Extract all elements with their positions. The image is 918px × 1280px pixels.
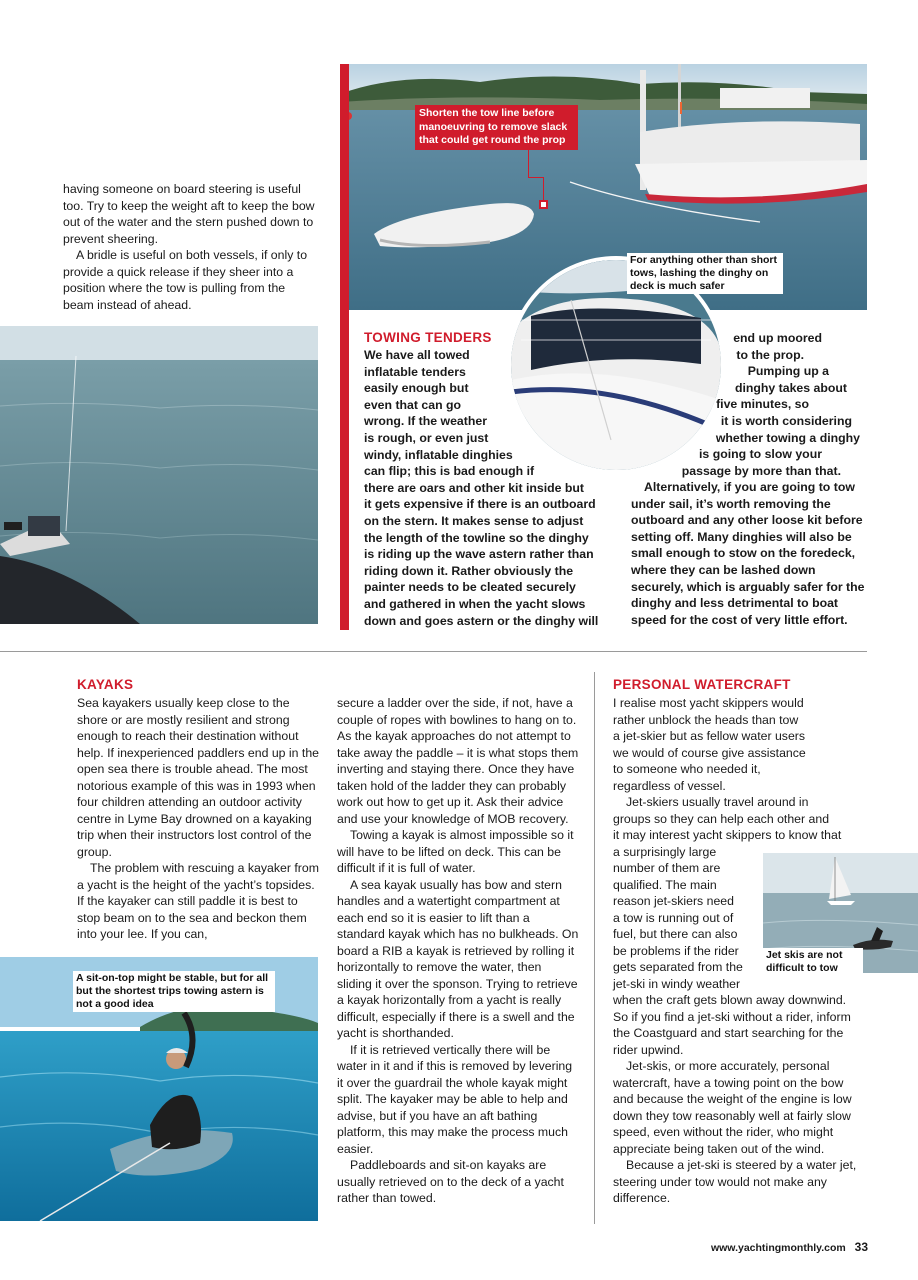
pwc-line: groups so they can help each other and — [613, 811, 830, 826]
kayaks-paragraph: A sea kayak usually has bow and stern handles and a watertight compartment at each end so it is easier to lift than a standard kayak which has no bulkheads. On board a RIB a kayak is retrieved by rolling it horizontally to remove the water, then sliding it over the sponson. Trying to retrieve a kayak horizontally from a yacht is really difficult, especially if there is a swell and the yacht is shorthanded. — [337, 877, 579, 1040]
tt-line: We have all towed — [364, 348, 470, 362]
pwc-paragraph: when the craft gets blown away downwind. So if you find a jet-ski without a rider, inform the Coastguard and start searching for the rider upwind. — [613, 993, 851, 1057]
pwc-paragraph: Because a jet-ski is steered by a water jet, steering under tow would not make any difference. — [613, 1158, 857, 1205]
tt-line: inflatable tenders — [364, 364, 466, 379]
heading-personal-watercraft: PERSONAL WATERCRAFT — [613, 677, 791, 692]
pwc-line: to someone who needed it, — [613, 762, 761, 776]
kayaks-paragraph: Paddleboards and sit-on kayaks are usually retrieved on to the deck of a yacht rather than towed. — [337, 1158, 564, 1205]
towing-tenders-right-wrap — [640, 330, 864, 479]
heading-kayaks: KAYAKS — [77, 677, 134, 692]
tt-line: the length of the towline so the dinghy — [364, 530, 589, 545]
kayaks-column-1 — [77, 695, 319, 943]
tt-line: it gets expensive if there is an outboard — [364, 497, 596, 512]
tt-right-line: five minutes, so — [716, 397, 809, 412]
tt-right-paragraph: Alternatively, if you are going to tow under sail, it’s worth removing the outboard and any other loose kit before setting off. Many dinghies will also be small enough to stow on the foredeck, where they can be lashed down securely, which is arguably safer for the dinghy and less detrimental to boat speed for the cost of very little effort. — [631, 480, 865, 627]
pwc-lower-text — [613, 992, 863, 1207]
tt-line: is riding up the wave astern rather than — [364, 547, 594, 562]
tt-line: wrong. If the weather — [364, 414, 487, 429]
tt-right-line: Pumping up a — [747, 364, 829, 379]
tt-right-line: dinghy takes about — [734, 380, 847, 395]
tt-right-line: it is worth considering — [720, 413, 852, 428]
caption-tow-line: Shorten the tow line before manoeuvring to remove slack that could get round the prop — [415, 105, 578, 150]
caption-pointer-line-2 — [528, 177, 544, 178]
tt-line: can flip; this is bad enough if — [364, 464, 535, 479]
tt-line: riding down it. Rather obviously the — [364, 563, 574, 578]
tt-line: and gathered in when the yacht slows — [364, 596, 586, 611]
kayaks-paragraph: If it is retrieved vertically there will be water in it and if this is removed by levering it over the guardrail the whole kayak might split. The kayaker may be able to help and advise, but if you have an aft bathing platform, this may make the process much easier. — [337, 1042, 573, 1156]
kayaks-paragraph: secure a ladder over the side, if not, have a couple of ropes with bowlines to hang on to. As the kayak approaches do not attempt to take away the paddle – it is what stops them inverting and staying there. Once they have taken hold of the ladder they can probably work out how to get up it. Ask their advice and use your knowledge of MOB recovery. — [337, 696, 579, 826]
kayaks-paragraph: Towing a kayak is almost impossible so it will have to be lifted on deck. This can be difficult if it is full of water. — [337, 828, 574, 875]
pwc-line: be problems if the rider — [613, 943, 739, 958]
kayaks-paragraph: Sea kayakers usually keep close to the shore or are mostly resilient and strong enough to reach their destination without help. If inexperienced paddlers end up in the open sea there is trouble ahead. The most notorious example of this was in 1993 when four children attending an outdoor activity centre in Lyme Bay drowned on a kayaking trip when their instructors lost control of the group. — [77, 696, 320, 859]
pwc-line: Jet-skiers usually travel around in — [626, 795, 809, 809]
tt-right-line: whether towing a dinghy — [715, 430, 860, 445]
caption-lashing: For anything other than short tows, lashing the dinghy on deck is much safer — [627, 253, 783, 294]
tt-line: painter needs to be cleated securely — [364, 580, 576, 595]
tt-line: easily enough but — [364, 381, 469, 396]
pwc-line: gets separated from the — [613, 960, 743, 974]
pwc-line: a surprisingly large — [613, 844, 717, 859]
intro-paragraph-2: A bridle is useful on both vessels, if only to provide a quick release if they sheer into a position where the tow is pulling from the beam instead of ahead. — [63, 248, 308, 312]
tt-right-line: is going to slow your — [699, 447, 822, 462]
open-sea-photo — [0, 326, 318, 624]
tt-line: down and goes astern or the dinghy will — [364, 613, 599, 628]
intro-text — [63, 181, 315, 313]
towing-tenders-left-column — [364, 347, 604, 629]
kayaks-column-2 — [337, 695, 579, 1207]
pwc-line: a tow is running out of — [613, 910, 734, 925]
pwc-line: a jet-skier but as fellow water users — [613, 729, 806, 743]
heading-towing-tenders: TOWING TENDERS — [364, 330, 492, 345]
pwc-line: reason jet-skiers need — [613, 894, 734, 908]
pwc-line: it may interest yacht skippers to know that — [613, 828, 842, 842]
caption-jet-skis: Jet skis are not difficult to tow — [763, 948, 863, 976]
pwc-line: regardless of vessel. — [613, 778, 726, 793]
tt-right-line: passage by more than that. — [681, 463, 841, 478]
pwc-line: fuel, but there can also — [613, 927, 738, 941]
column-divider — [594, 672, 595, 1224]
tt-line: on the stern. It makes sense to adjust — [364, 513, 584, 528]
pwc-line: qualified. The main — [613, 877, 717, 892]
caption-pointer-line-3 — [543, 177, 544, 201]
tt-right-line: to the prop. — [736, 347, 804, 362]
tt-line: even that can go — [364, 397, 462, 412]
towing-tenders-right-paragraph — [631, 479, 867, 628]
pwc-paragraph: Jet-skis, or more accurately, personal watercraft, have a towing point on the bow and because the weight of the engine is low down they tow reasonably well at fairly slow speed, even without the rider, who might appreciate being taken out of the wind. — [613, 1059, 852, 1156]
tt-line: is rough, or even just — [364, 430, 489, 445]
pwc-line: we would of course give assistance — [613, 745, 806, 760]
tt-line: there are oars and other kit inside but — [364, 480, 585, 495]
section-divider — [0, 651, 867, 652]
accent-bar — [340, 64, 349, 630]
footer — [690, 1240, 868, 1254]
pwc-line: rather unblock the heads than tow — [613, 712, 799, 727]
footer-url[interactable]: www.yachtingmonthly.com — [710, 1242, 846, 1254]
tt-right-line: end up moored — [733, 331, 822, 345]
pwc-line: jet-ski in windy weather — [613, 976, 741, 991]
caption-sit-on-top: A sit-on-top might be stable, but for all but the shortest trips towing astern is not a good idea — [73, 971, 275, 1012]
pwc-line: I realise most yacht skippers would — [613, 696, 804, 710]
kayaks-paragraph: The problem with rescuing a kayaker from a yacht is the height of the yacht’s topsides. If the kayaker can still paddle it is best to stop beam on to the sea and beckon them into your lee. If you can, — [77, 861, 319, 941]
pwc-line: number of them are — [613, 861, 721, 875]
caption-pointer-line — [528, 148, 529, 178]
caption-pointer-dot — [539, 200, 548, 209]
tt-line: windy, inflatable dinghies — [364, 447, 513, 462]
page-number: 33 — [854, 1240, 868, 1254]
intro-paragraph-1: having someone on board steering is useful too. Try to keep the weight aft to keep the bow out of the water and the stern pushed down to prevent sheering. — [63, 182, 315, 246]
